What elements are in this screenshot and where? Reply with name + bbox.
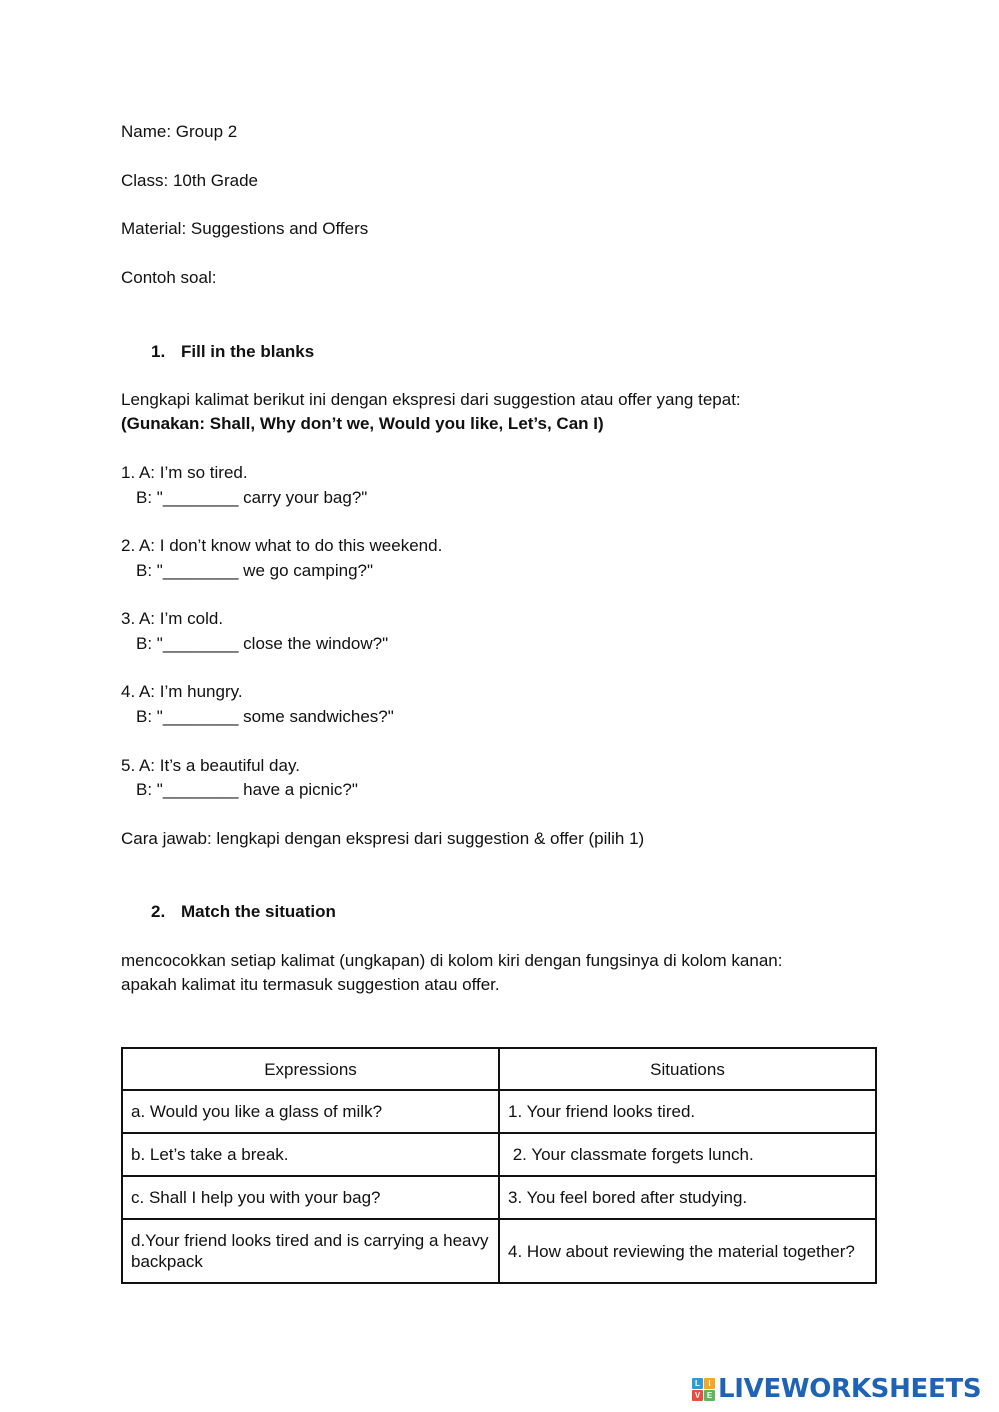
logo-text: LIVEWORKSHEETS	[718, 1374, 982, 1404]
answer-note: Cara jawab: lengkapi dengan ekspresi dari suggestion & offer (pilih 1)	[121, 829, 645, 848]
section2-instruction-line2: apakah kalimat itu termasuk suggestion atau offer.	[121, 975, 500, 994]
header-expressions: Expressions	[122, 1048, 499, 1090]
matching-table	[121, 1047, 877, 1284]
section1-hint: (Gunakan: Shall, Why don’t we, Would you like, Let’s, Can I)	[121, 414, 604, 433]
situation-cell: 2. Your classmate forgets lunch.	[499, 1133, 876, 1176]
logo-letter-v: V	[692, 1390, 703, 1401]
section1-number: 1.	[151, 342, 166, 361]
table-row	[122, 1133, 876, 1176]
table-row	[122, 1090, 876, 1133]
contoh-soal-line: Contoh soal:	[121, 268, 217, 287]
expression-cell: b. Let’s take a break.	[122, 1133, 499, 1176]
item5-a: 5. A: It’s a beautiful day.	[121, 756, 300, 775]
item5-b: B: "________ have a picnic?"	[136, 780, 358, 799]
table-header-row	[122, 1048, 876, 1090]
expression-cell: a. Would you like a glass of milk?	[122, 1090, 499, 1133]
header-situations: Situations	[499, 1048, 876, 1090]
item2-b: B: "________ we go camping?"	[136, 561, 374, 580]
section2-number: 2.	[151, 902, 166, 921]
section1-title: Fill in the blanks	[181, 342, 315, 361]
logo-icon	[692, 1378, 715, 1401]
situation-cell: 1. Your friend looks tired.	[499, 1090, 876, 1133]
logo-letter-e: E	[704, 1390, 715, 1401]
expression-cell: c. Shall I help you with your bag?	[122, 1176, 499, 1219]
section2-instruction-line1: mencocokkan setiap kalimat (ungkapan) di kolom kiri dengan fungsinya di kolom kanan:	[121, 951, 783, 970]
liveworksheets-logo	[692, 1374, 981, 1404]
item4-b: B: "________ some sandwiches?"	[136, 707, 394, 726]
section1-heading	[151, 341, 314, 363]
item3-a: 3. A: I’m cold.	[121, 609, 224, 628]
situation-cell: 3. You feel bored after studying.	[499, 1176, 876, 1219]
table-row	[122, 1219, 876, 1283]
section2-heading	[151, 901, 336, 923]
logo-letter-l: L	[692, 1378, 703, 1389]
item4-a: 4. A: I’m hungry.	[121, 682, 243, 701]
section2-title: Match the situation	[181, 902, 336, 921]
logo-letter-i: I	[704, 1378, 715, 1389]
situation-cell: 4. How about reviewing the material together?	[499, 1219, 876, 1283]
item2-a: 2. A: I don’t know what to do this weekend.	[121, 536, 443, 555]
section1-instruction: Lengkapi kalimat berikut ini dengan ekspresi dari suggestion atau offer yang tepat:	[121, 390, 741, 409]
material-line: Material: Suggestions and Offers	[121, 219, 369, 238]
class-line: Class: 10th Grade	[121, 171, 259, 190]
item3-b: B: "________ close the window?"	[136, 634, 389, 653]
name-line: Name: Group 2	[121, 122, 238, 141]
expression-cell: d.Your friend looks tired and is carrying a heavy backpack	[122, 1219, 499, 1283]
item1-a: 1. A: I’m so tired.	[121, 463, 248, 482]
item1-b: B: "________ carry your bag?"	[136, 488, 368, 507]
table-row	[122, 1176, 876, 1219]
